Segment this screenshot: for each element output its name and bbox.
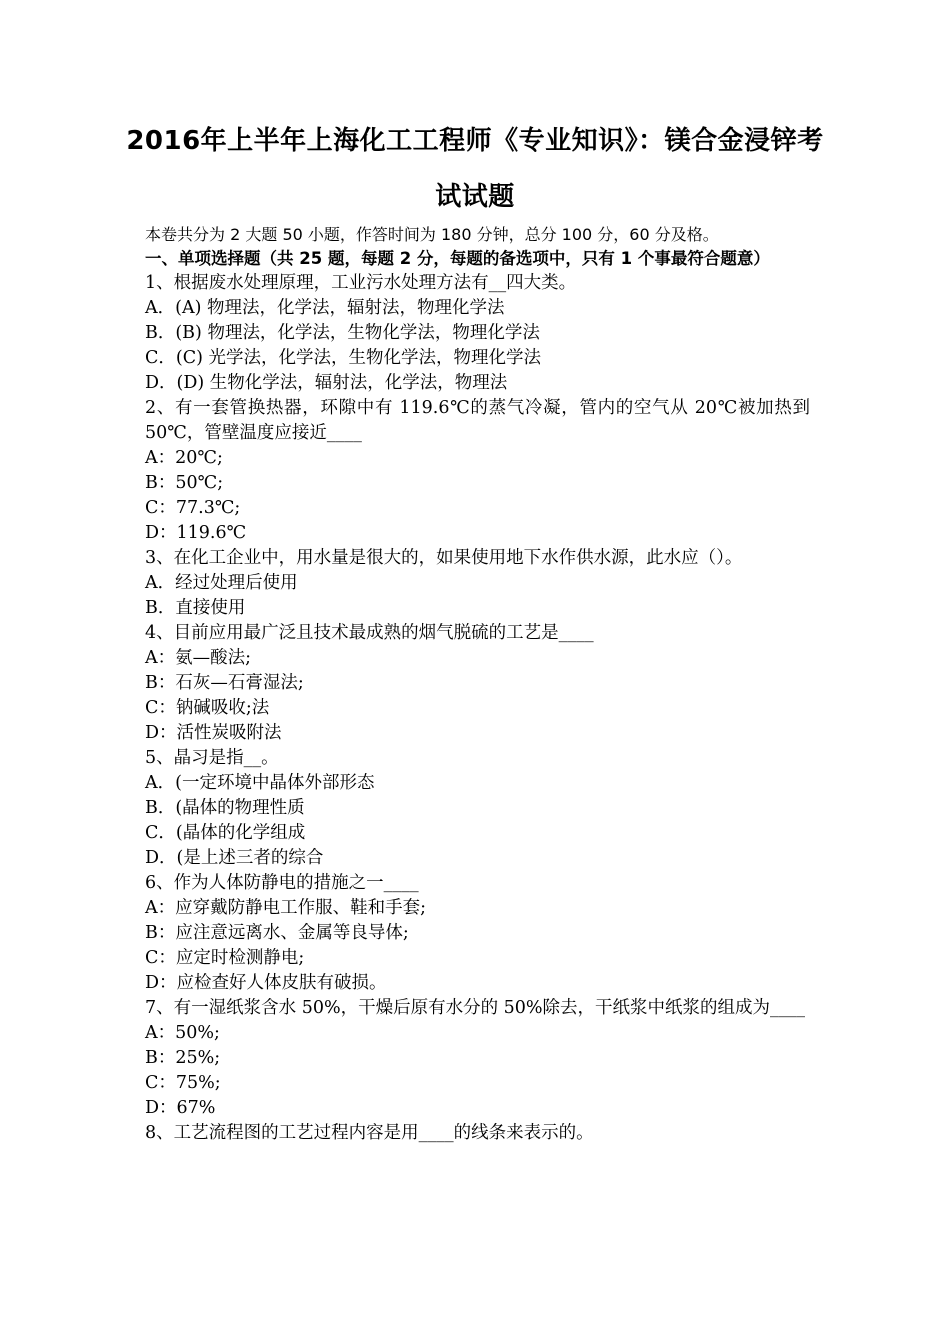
answer-option: A：应穿戴防静电工作服、鞋和手套;	[145, 898, 427, 918]
question-block	[145, 621, 810, 746]
answer-option: D．(是上述三者的综合	[145, 848, 324, 868]
question-stem: 7、有一湿纸浆含水 50%，干燥后原有水分的 50%除去，干纸浆中纸浆的组成为____	[145, 998, 806, 1018]
answer-option: C：应定时检测静电;	[145, 948, 305, 968]
option-list	[145, 1021, 810, 1121]
document-body	[145, 222, 810, 1146]
answer-option: B．(B) 物理法，化学法，生物化学法，物理化学法	[145, 323, 540, 343]
title-line-2: 试试题	[435, 182, 515, 212]
answer-option: A：50%;	[145, 1023, 220, 1043]
answer-option: C：钠碱吸收;法	[145, 698, 270, 718]
answer-option: B：应注意远离水、金属等良导体;	[145, 923, 409, 943]
option-list	[145, 446, 810, 546]
question-stem: 1、根据废水处理原理，工业污水处理方法有__四大类。	[145, 273, 577, 293]
question-stem: 3、在化工企业中，用水量是很大的，如果使用地下水作供水源，此水应（）。	[145, 548, 743, 568]
question-block	[145, 746, 810, 871]
question-list	[145, 271, 810, 1146]
option-list	[145, 646, 810, 746]
answer-option: B：石灰—石膏湿法;	[145, 673, 304, 693]
answer-option: D：活性炭吸附法	[145, 723, 282, 743]
answer-option: A：氨—酸法;	[145, 648, 252, 668]
answer-option: B：50℃;	[145, 473, 224, 493]
question-block	[145, 396, 810, 546]
exam-intro: 本卷共分为 2 大题 50 小题，作答时间为 180 分钟，总分 100 分，60 分及格。	[145, 225, 719, 244]
question-block	[145, 871, 810, 996]
title-line-1: 2016年上半年上海化工工程师《专业知识》：镁合金浸锌考	[126, 126, 824, 156]
question-stem: 2、有一套管换热器，环隙中有 119.6℃的蒸气冷凝，管内的空气从 20℃被加热到 50℃，管壁温度应接近____	[145, 398, 810, 443]
question-stem: 5、晶习是指__。	[145, 748, 279, 768]
answer-option: B．(晶体的物理性质	[145, 798, 305, 818]
question-block	[145, 996, 810, 1121]
answer-option: B．直接使用	[145, 598, 246, 618]
option-list	[145, 296, 810, 396]
answer-option: C．(晶体的化学组成	[145, 823, 306, 843]
answer-option: D：应检查好人体皮肤有破损。	[145, 973, 387, 993]
answer-option: A．(A) 物理法，化学法，辐射法，物理化学法	[145, 298, 505, 318]
answer-option: B：25%;	[145, 1048, 221, 1068]
question-block	[145, 271, 810, 396]
question-stem: 6、作为人体防静电的措施之一____	[145, 873, 419, 893]
question-stem: 4、目前应用最广泛且技术最成熟的烟气脱硫的工艺是____	[145, 623, 594, 643]
answer-option: C：75%;	[145, 1073, 221, 1093]
answer-option: A．(一定环境中晶体外部形态	[145, 773, 375, 793]
answer-option: D：119.6℃	[145, 523, 247, 543]
answer-option: C．(C) 光学法，化学法，生物化学法，物理化学法	[145, 348, 541, 368]
option-list	[145, 896, 810, 996]
answer-option: A．经过处理后使用	[145, 573, 298, 593]
option-list	[145, 771, 810, 871]
option-list	[145, 571, 810, 621]
section-heading: 一、单项选择题（共 25 题，每题 2 分，每题的备选项中，只有 1 个事最符合题意）	[145, 249, 770, 268]
question-block	[145, 1121, 810, 1146]
answer-option: A：20℃;	[145, 448, 223, 468]
question-stem: 8、工艺流程图的工艺过程内容是用____的线条来表示的。	[145, 1123, 594, 1143]
document-title	[120, 113, 830, 225]
question-block	[145, 546, 810, 621]
answer-option: D．(D) 生物化学法，辐射法，化学法，物理法	[145, 373, 508, 393]
answer-option: C：77.3℃;	[145, 498, 241, 518]
answer-option: D：67%	[145, 1098, 216, 1118]
